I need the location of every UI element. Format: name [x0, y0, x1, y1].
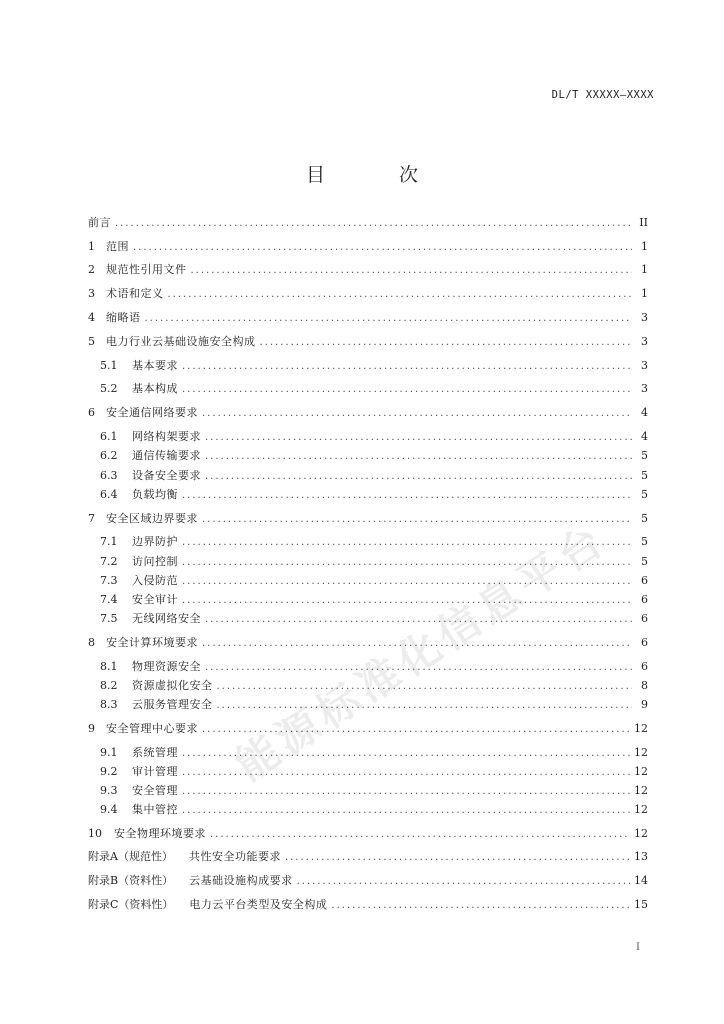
toc-entry-6-1[interactable] [100, 428, 648, 444]
toc-entry-5[interactable] [88, 333, 648, 349]
toc-entry-number: 8.2 [100, 679, 118, 692]
toc-entry-number: 9.4 [100, 803, 118, 816]
toc-entry-appendix-c[interactable] [88, 896, 648, 912]
toc-entry-page: 5 [641, 487, 648, 501]
toc-entry-page: 12 [634, 764, 648, 778]
toc-entry-foreword[interactable] [88, 214, 648, 230]
toc-entry-number: 7.2 [100, 554, 118, 568]
toc-entry-label: 电力云平台类型及安全构成 [189, 897, 328, 911]
toc-entry-10[interactable] [88, 825, 648, 841]
toc-entry-7-5[interactable] [100, 610, 648, 626]
toc-leader [182, 595, 632, 606]
toc-leader [202, 408, 632, 419]
toc-entry-number: 7.5 [100, 612, 118, 625]
toc-entry-page: 14 [634, 874, 648, 887]
toc-entry-page: 8 [641, 679, 648, 692]
toc-entry-label: 通信传输要求 [132, 449, 201, 462]
toc-entry-page: 3 [641, 382, 648, 395]
toc-entry-number: 附录C（资料性） [88, 897, 174, 911]
toc-entry-number: 6 [88, 406, 95, 419]
toc-entry-number: 6.1 [100, 429, 118, 443]
toc-entry-label: 集中管控 [132, 803, 178, 816]
toc-entry-number: 8.1 [100, 659, 118, 673]
toc-leader [331, 900, 630, 911]
toc-entry-page: II [639, 216, 648, 229]
toc-entry-page: 3 [641, 334, 648, 348]
toc-entry-number: 4 [88, 311, 95, 324]
toc-entry-7[interactable] [88, 510, 648, 526]
toc-entry-label: 安全管理中心要求 [106, 721, 198, 735]
toc-entry-label: 基本要求 [132, 358, 178, 372]
toc-entry-page: 6 [641, 573, 648, 587]
toc-entry-page: 3 [641, 358, 648, 372]
toc-entry-label: 安全计算环境要求 [106, 636, 198, 649]
toc-entry-number: 6.2 [100, 449, 118, 462]
toc-entry-label: 安全管理 [132, 784, 178, 797]
toc-entry-label: 基本构成 [132, 382, 178, 395]
toc-entry-page: 5 [641, 554, 648, 568]
toc-entry-9-2[interactable] [100, 763, 648, 779]
toc-leader [202, 514, 632, 525]
toc-leader [182, 557, 632, 568]
toc-entry-9-1[interactable] [100, 744, 648, 760]
toc-entry-page: 4 [641, 429, 648, 443]
toc-entry-page: 12 [634, 826, 648, 840]
toc-entry-number: 1 [88, 239, 95, 253]
toc-entry-label: 访问控制 [132, 554, 178, 568]
toc-entry-2[interactable] [88, 261, 648, 277]
toc-leader [182, 786, 630, 797]
toc-leader [115, 218, 632, 229]
toc-entry-number: 7.3 [100, 573, 118, 587]
toc-leader [182, 384, 632, 395]
toc-entry-8[interactable] [88, 634, 648, 650]
toc-leader [285, 852, 630, 863]
toc-entry-number: 7 [88, 511, 95, 525]
toc-leader [182, 767, 630, 778]
toc-entry-number: 10 [88, 826, 102, 840]
toc-entry-9-3[interactable] [100, 782, 648, 798]
toc-leader [217, 681, 633, 692]
page-number: I [636, 942, 640, 953]
toc-entry-number: 9.1 [100, 745, 118, 759]
toc-leader [205, 471, 632, 482]
toc-entry-page: 12 [634, 745, 648, 759]
toc-leader [182, 537, 632, 548]
toc-entry-8-3[interactable] [100, 696, 648, 712]
toc-entry-6-3[interactable] [100, 467, 648, 483]
toc-entry-4[interactable] [88, 309, 648, 325]
toc-leader [182, 576, 632, 587]
toc-entry-page: 5 [641, 535, 648, 548]
toc-entry-number: 7.1 [100, 535, 118, 548]
toc-entry-label: 系统管理 [132, 745, 178, 759]
toc-entry-page: 6 [641, 636, 648, 649]
toc-entry-label: 电力行业云基础设施安全构成 [106, 334, 256, 348]
watermark-text: 能源标准化信息平台 [226, 513, 616, 791]
toc-entry-page: 15 [634, 897, 648, 911]
toc-leader [145, 313, 633, 324]
toc-entry-9[interactable] [88, 720, 648, 736]
toc-entry-label: 术语和定义 [106, 287, 164, 300]
toc-entry-page: 5 [641, 449, 648, 462]
toc-entry-7-2[interactable] [100, 553, 648, 569]
toc-entry-number: 5 [88, 334, 95, 348]
toc-entry-number: 9 [88, 721, 95, 735]
toc-entry-page: 3 [641, 311, 648, 324]
toc-entry-page: 5 [641, 468, 648, 482]
toc-entry-number: 3 [88, 287, 95, 300]
toc-leader [205, 451, 632, 462]
toc-entry-3[interactable] [88, 285, 648, 301]
toc-entry-number: 6.3 [100, 468, 118, 482]
toc-entry-label: 云服务管理安全 [132, 698, 213, 711]
toc-entry-number: 6.4 [100, 487, 118, 501]
toc-entry-page: 1 [641, 239, 648, 253]
toc-entry-number: 附录A（规范性） [88, 850, 173, 863]
toc-entry-label: 边界防护 [132, 535, 178, 548]
toc-entry-page: 9 [641, 698, 648, 711]
toc-entry-6-4[interactable] [100, 486, 648, 502]
toc-leader [297, 876, 630, 887]
toc-entry-label: 范围 [106, 239, 129, 253]
toc-title: 目 次 [305, 164, 453, 186]
toc-entry-page: 6 [641, 593, 648, 606]
document-code: DL/T XXXXX—XXXX [551, 89, 654, 101]
toc-entry-page: 6 [641, 612, 648, 625]
toc-leader [182, 490, 632, 501]
toc-entry-page: 13 [634, 850, 648, 863]
toc-entry-number: 附录B（资料性） [88, 874, 174, 887]
toc-entry-label: 入侵防范 [132, 573, 178, 587]
toc-entry-number: 9.3 [100, 784, 118, 797]
toc-leader [205, 614, 632, 625]
toc-entry-appendix-a[interactable] [88, 848, 648, 864]
toc-entry-7-4[interactable] [100, 591, 648, 607]
toc-entry-7-1[interactable] [100, 533, 648, 549]
toc-entry-appendix-b[interactable] [88, 872, 648, 888]
toc-entry-number: 9.2 [100, 764, 118, 778]
toc-entry-9-4[interactable] [100, 801, 648, 817]
toc-entry-label: 资源虚拟化安全 [132, 679, 213, 692]
toc-leader [182, 361, 632, 372]
toc-entry-1[interactable] [88, 238, 648, 254]
toc-leader [191, 265, 633, 276]
toc-entry-label: 安全审计 [132, 593, 178, 606]
toc-entry-label: 安全区域边界要求 [106, 511, 198, 525]
toc-leader [182, 805, 630, 816]
toc-entry-number: 2 [88, 263, 95, 276]
toc-entry-5-2[interactable] [100, 380, 648, 396]
toc-entry-label: 云基础设施构成要求 [189, 874, 293, 887]
toc-entry-label: 审计管理 [132, 764, 178, 778]
toc-leader [202, 724, 630, 735]
toc-leader [205, 432, 632, 443]
toc-entry-number: 5.2 [100, 382, 118, 395]
toc-leader [182, 748, 630, 759]
toc-leader [168, 289, 633, 300]
toc-entry-6[interactable] [88, 404, 648, 420]
toc-entry-number: 8.3 [100, 698, 118, 711]
toc-leader [217, 700, 633, 711]
toc-entry-page: 1 [641, 263, 648, 276]
toc-entry-label: 安全物理环境要求 [114, 826, 206, 840]
toc-entry-page: 12 [634, 721, 648, 735]
toc-entry-page: 1 [641, 287, 648, 300]
toc-entry-label: 设备安全要求 [132, 468, 201, 482]
toc-leader [133, 242, 632, 253]
toc-entry-7-3[interactable] [100, 572, 648, 588]
toc-entry-page: 4 [641, 406, 648, 419]
toc-entry-number: 5.1 [100, 358, 118, 372]
toc-entry-label: 规范性引用文件 [106, 263, 187, 276]
toc-entry-label: 缩略语 [106, 311, 141, 324]
toc-leader [260, 337, 633, 348]
toc-entry-page: 6 [641, 659, 648, 673]
toc-entry-8-2[interactable] [100, 677, 648, 693]
toc-entry-number: 8 [88, 636, 95, 649]
toc-leader [210, 829, 630, 840]
toc-entry-page: 5 [641, 511, 648, 525]
toc-entry-label: 共性安全功能要求 [188, 850, 281, 863]
toc-entry-label: 无线网络安全 [132, 612, 201, 625]
toc-entry-page: 12 [634, 784, 648, 797]
toc-entry-5-1[interactable] [100, 357, 648, 373]
toc-entry-label: 安全通信网络要求 [106, 406, 198, 419]
toc-entry-label: 负载均衡 [132, 487, 178, 501]
toc-entry-8-1[interactable] [100, 658, 648, 674]
toc-entry-label: 网络构架要求 [132, 429, 201, 443]
toc-leader [202, 638, 632, 649]
toc-entry-label: 前言 [88, 216, 111, 229]
toc-entry-page: 12 [634, 803, 648, 816]
toc-entry-6-2[interactable] [100, 447, 648, 463]
toc-entry-label: 物理资源安全 [132, 659, 201, 673]
toc-entry-number: 7.4 [100, 593, 118, 606]
toc-leader [205, 662, 632, 673]
